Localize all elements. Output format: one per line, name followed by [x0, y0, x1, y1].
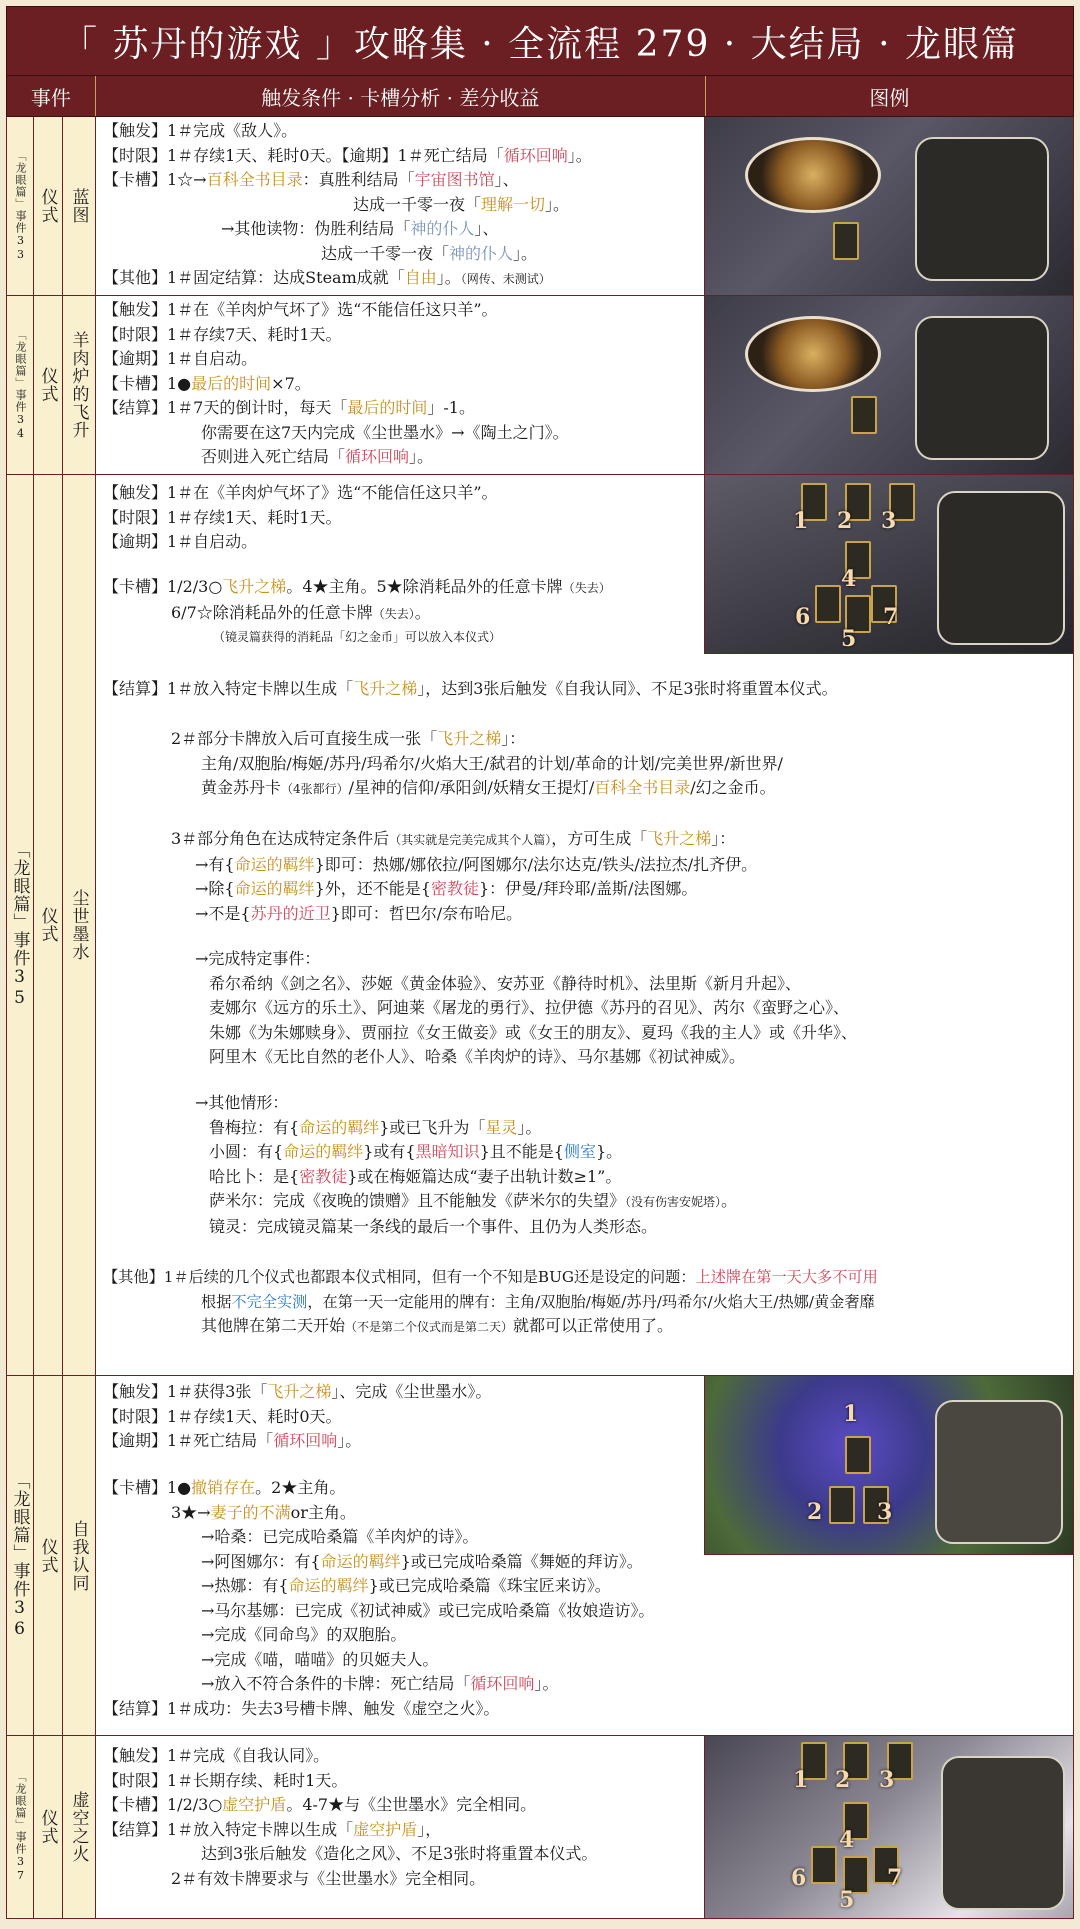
line: 鲁梅拉：有{命运的羁绊}或已飞升为「星灵」。 — [209, 1117, 542, 1137]
line: 【逾期】1＃死亡结局「循环回响」。 — [103, 1431, 362, 1450]
illustration-image — [704, 475, 1073, 654]
dialog-panel-icon — [935, 1400, 1063, 1544]
slot-number-label: 1 — [793, 1767, 809, 1793]
line: 根据不完全实测，在第一天一定能用的牌有：主角/双胞胎/梅姬/苏丹/玛希尔/火焰大王/热娜/黄金奢靡 — [201, 1292, 875, 1311]
line: 否则进入死亡结局「循环回响」。 — [201, 447, 434, 466]
line: 【逾期】1＃自启动。 — [103, 349, 258, 368]
event-type: 仪式 — [34, 1376, 63, 1735]
slot-number-label: 3 — [881, 508, 897, 534]
line: 【其他】1＃固定结算：达成Steam成就「自由」。（网传、未测试） — [103, 268, 551, 287]
row-body — [95, 117, 1073, 295]
slot-number-label: 6 — [795, 604, 811, 630]
line: 【时限】1＃存续1天、耗时1天。 — [103, 507, 342, 527]
line: 3★→妻子的不满or主角。 — [171, 1502, 356, 1522]
header-body: 触发条件 · 卡槽分析 · 差分收益 — [96, 76, 706, 116]
card-slot-icon — [829, 1486, 855, 1524]
line: 其他牌在第二天开始（不是第二个仪式而是第二天）就都可以正常使用了。 — [201, 1316, 674, 1335]
slot-number-label: 4 — [841, 566, 857, 592]
line: 阿里木《无比自然的老仆人》、哈桑《羊肉炉的诗》、马尔基娜《初试神威》。 — [209, 1047, 746, 1066]
dragon-eye-icon — [745, 316, 881, 392]
line: →放入不符合条件的卡牌：死亡结局「循环回响」。 — [201, 1674, 559, 1693]
line: 【结算】1＃7天的倒计时，每天「最后的时间」-1。 — [103, 398, 475, 417]
line: （镜灵篇获得的消耗品「幻之金币」可以放入本仪式） — [213, 630, 502, 644]
line: 哈比卜：是{密教徒}或在梅姬篇达成“妻子出轨计数≥1”。 — [209, 1166, 622, 1186]
event-cell — [7, 296, 95, 474]
line: 朱娜《为朱娜赎身》、贾丽拉《女王做妾》或《女王的朋友》、夏玛《我的主人》或《升华》、 — [209, 1022, 858, 1042]
line: →除{命运的羁绊}外，还不能是{密教徒}：伊曼/拜玲耶/盖斯/法图娜。 — [195, 879, 698, 898]
line: →其他情形： — [195, 1093, 289, 1112]
card-slot-icon — [833, 222, 859, 260]
line: 【卡槽】1☆→百科全书目录：真胜利结局「宇宙图书馆」、 — [103, 170, 519, 189]
line: 【时限】1＃长期存续、耗时1天。 — [103, 1770, 348, 1790]
line: →哈桑：已完成哈桑篇《羊肉炉的诗》。 — [201, 1527, 479, 1546]
line: →完成《同命鸟》的双胞胎。 — [201, 1625, 407, 1644]
dialog-panel-icon — [941, 1756, 1065, 1910]
event-name: 羊肉炉的飞升 — [63, 296, 96, 474]
slot-number-label: 3 — [877, 1499, 893, 1525]
line: 麦娜尔《远方的乐土》、阿迪莱《屠龙的勇行》、拉伊德《苏丹的召见》、芮尔《蛮野之心》、 — [209, 998, 850, 1017]
line: →不是{苏丹的近卫}即可：哲巴尔/奈布哈尼。 — [195, 903, 523, 923]
event-category: 「龙眼篇」事件35 — [7, 475, 34, 1375]
illustration-image — [704, 1736, 1073, 1918]
dragon-eye-icon — [745, 137, 881, 213]
slot-number-label: 2 — [807, 1499, 823, 1525]
line: 【触发】1＃获得3张「飞升之梯」、完成《尘世墨水》。 — [103, 1382, 492, 1401]
event-cell — [7, 1376, 95, 1735]
dialog-panel-icon — [915, 316, 1049, 460]
line: 【时限】1＃存续1天、耗时0天。 — [103, 1406, 342, 1426]
table-row — [6, 1376, 1074, 1736]
slot-number-label: 4 — [839, 1827, 855, 1853]
dialog-panel-icon — [937, 491, 1065, 645]
slot-number-label: 2 — [835, 1767, 851, 1793]
header-image: 图例 — [869, 85, 910, 110]
line: 【时限】1＃存续1天、耗时0天。【逾期】1＃死亡结局「循环回响」。 — [103, 145, 592, 165]
event-type: 仪式 — [34, 1736, 63, 1918]
line: 【卡槽】1●最后的时间×7。 — [103, 373, 311, 393]
table-row — [6, 475, 1074, 1376]
header-event: 事件 — [7, 76, 96, 116]
event-type: 仪式 — [34, 296, 63, 474]
line: →阿图娜尔：有{命运的羁绊}或已完成哈桑篇《舞姬的拜访》。 — [201, 1551, 643, 1571]
illustration-image — [704, 296, 1073, 474]
table-row — [6, 117, 1074, 296]
line: 达成一千零一夜「神的仆人」。 — [321, 243, 538, 263]
line: →热娜：有{命运的羁绊}或已完成哈桑篇《珠宝匠来访》。 — [201, 1576, 611, 1595]
line: →其他读物：伪胜利结局「神的仆人」、 — [221, 219, 499, 238]
line: 小圆：有{命运的羁绊}或有{黑暗知识}且不能是{侧室}。 — [209, 1142, 623, 1161]
event-cell — [7, 475, 95, 1375]
line: 主角/双胞胎/梅姬/苏丹/玛希尔/火焰大王/弑君的计划/革命的计划/完美世界/新世界/ — [201, 753, 783, 773]
event-name: 蓝图 — [63, 117, 96, 295]
line: 【结算】1＃放入特定卡牌以生成「飞升之梯」，达到3张后触发《自我认同》、不足3张时将重置本仪式。 — [103, 679, 838, 698]
line: 达成一千零一夜「理解一切」。 — [353, 194, 570, 214]
event-category: 「龙眼篇」事件34 — [7, 296, 34, 474]
slot-number-label: 5 — [841, 626, 857, 652]
event-type: 仪式 — [34, 117, 63, 295]
page-title: 「 苏丹的游戏 」攻略集 · 全流程 279 · 大结局 · 龙眼篇 — [6, 6, 1074, 76]
line: →有{命运的羁绊}即可：热娜/娜依拉/阿图娜尔/法尔达克/铁头/法拉杰/扎齐伊。 — [195, 854, 758, 874]
event-cell — [7, 1736, 95, 1918]
slot-number-label: 1 — [793, 508, 809, 534]
event-cell — [7, 117, 95, 295]
event-category: 「龙眼篇」事件33 — [7, 117, 34, 295]
line: 【其他】1＃后续的几个仪式也都跟本仪式相同，但有一个不知是BUG还是设定的问题：上述牌在第一天大多不可用 — [103, 1268, 878, 1286]
illustration-image — [704, 117, 1073, 295]
slot-number-label: 6 — [791, 1865, 807, 1891]
line: 【逾期】1＃自启动。 — [103, 532, 258, 551]
slot-number-label: 5 — [839, 1887, 855, 1913]
line: 【触发】1＃完成《自我认同》。 — [103, 1746, 330, 1765]
slot-number-label: 7 — [887, 1865, 903, 1891]
line: 【卡槽】1/2/3○飞升之梯。4★主角。5★除消耗品外的任意卡牌（失去） — [103, 577, 611, 596]
row-body — [95, 1376, 1073, 1735]
illustration-image — [704, 1376, 1073, 1555]
event-name: 虚空之火 — [63, 1736, 96, 1918]
line: →完成《喵，喵喵》的贝姬夫人。 — [201, 1649, 439, 1669]
line: 2＃有效卡牌要求与《尘世墨水》完全相同。 — [171, 1868, 486, 1888]
slot-number-label: 3 — [879, 1767, 895, 1793]
card-slot-icon — [815, 585, 841, 623]
card-slot-icon — [851, 396, 877, 434]
table-row — [6, 296, 1074, 475]
page — [6, 6, 1074, 1923]
dialog-panel-icon — [915, 137, 1049, 281]
event-category: 「龙眼篇」事件36 — [7, 1376, 34, 1735]
line: 【结算】1＃放入特定卡牌以生成「虚空护盾」， — [103, 1819, 442, 1839]
line: 3＃部分角色在达成特定条件后（其实就是完美完成其个人篇），方可生成「飞升之梯」： — [171, 829, 736, 848]
event-name: 自我认同 — [63, 1376, 96, 1735]
row-body — [95, 296, 1073, 474]
line: 你需要在这7天内完成《尘世墨水》→《陶土之门》。 — [201, 422, 569, 442]
line: 【触发】1＃在《羊肉炉气坏了》选“不能信任这只羊”。 — [103, 483, 498, 502]
line: 【触发】1＃在《羊肉炉气坏了》选“不能信任这只羊”。 — [103, 300, 498, 319]
slot-number-label: 2 — [837, 508, 853, 534]
row-body — [95, 1736, 1073, 1918]
line: →马尔基娜：已完成《初试神威》或已完成哈桑篇《妆娘造访》。 — [201, 1600, 655, 1620]
line: →完成特定事件： — [195, 949, 321, 968]
slot-number-label: 1 — [843, 1401, 859, 1427]
card-slot-icon — [811, 1846, 837, 1884]
row-body — [95, 475, 1073, 1375]
event-type: 仪式 — [34, 475, 63, 1375]
line: 镜灵：完成镜灵篇某一条线的最后一个事件、且仍为人类形态。 — [209, 1216, 658, 1236]
line: 萨米尔：完成《夜晚的馈赠》且不能触发《萨米尔的失望》（没有伤害安妮塔）。 — [209, 1191, 738, 1210]
table-header — [6, 76, 1074, 117]
card-slot-icon — [845, 1436, 871, 1474]
line: 【触发】1＃完成《敌人》。 — [103, 121, 298, 140]
line: 达到3张后触发《造化之风》、不足3张时将重置本仪式。 — [201, 1844, 598, 1863]
event-category: 「龙眼篇」事件37 — [7, 1736, 34, 1918]
line: 2＃部分卡牌放入后可直接生成一张「飞升之梯」： — [171, 729, 526, 748]
line: 6/7☆除消耗品外的任意卡牌（失去）。 — [171, 602, 431, 622]
line: 【时限】1＃存续7天、耗时1天。 — [103, 324, 342, 344]
line: 希尔希纳《剑之名》、莎姬《黄金体验》、安苏亚《静待时机》、法里斯《新月升起》、 — [209, 973, 802, 993]
event-name: 尘世墨水 — [63, 475, 96, 1375]
line: 黄金苏丹卡（4张都行）/星神的信仰/承阳剑/妖精女王提灯/百科全书目录/幻之金币。 — [201, 778, 776, 797]
line: 【结算】1＃成功：失去3号槽卡牌、触发《虚空之火》。 — [103, 1698, 500, 1718]
table-row — [6, 1736, 1074, 1919]
line: 【卡槽】1/2/3○虚空护盾。4-7★与《尘世墨水》完全相同。 — [103, 1795, 537, 1814]
line: 【卡槽】1●撤销存在。2★主角。 — [103, 1478, 346, 1497]
slot-number-label: 7 — [883, 604, 899, 630]
